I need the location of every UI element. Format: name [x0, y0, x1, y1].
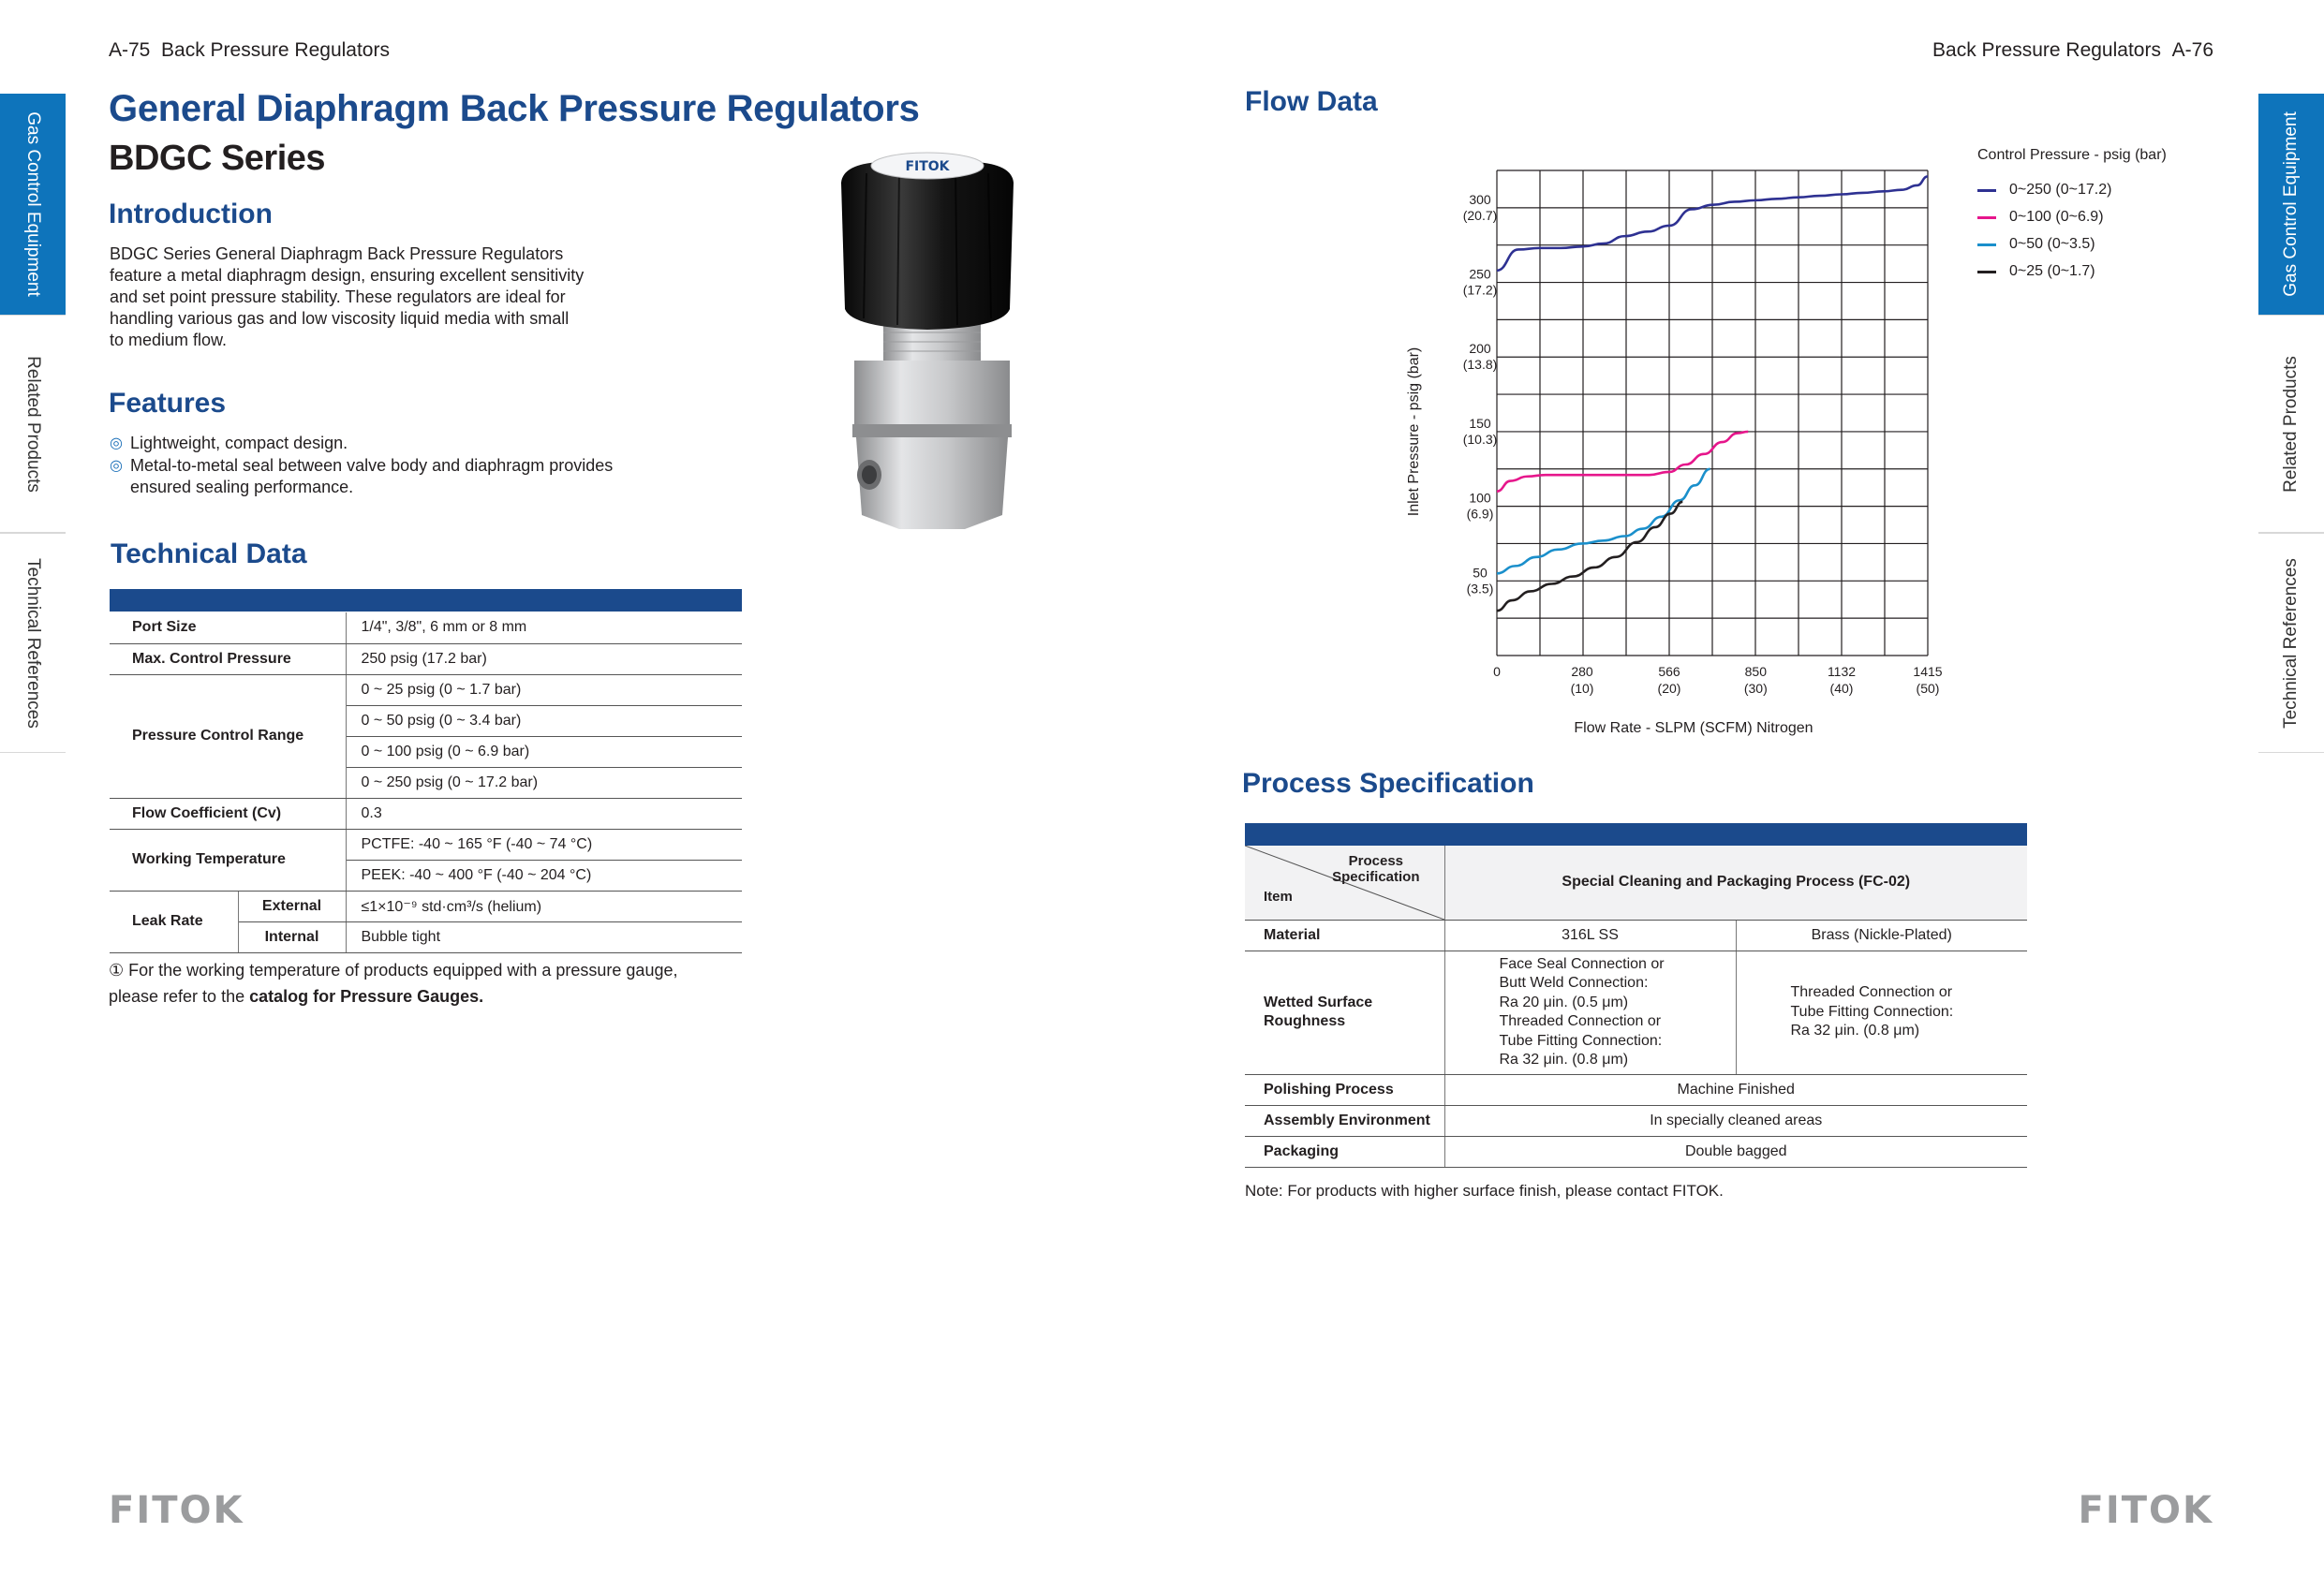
right-page-header	[1932, 39, 2213, 62]
technical-data-table	[110, 612, 742, 953]
row-value: 316L SS	[1444, 920, 1736, 951]
row-value: In specially cleaned areas	[1444, 1105, 2027, 1136]
table-row	[110, 643, 742, 674]
side-tab-label: Technical References	[2281, 557, 2301, 729]
left-header-title: Back Pressure Regulators	[161, 39, 390, 61]
table-row	[110, 674, 742, 705]
legend-label: 0~100 (0~6.9)	[2009, 209, 2104, 225]
y-tick-sublabel: (10.3)	[1462, 431, 1498, 447]
series-line-2	[1497, 432, 1748, 492]
x-tick-label: 850	[1744, 664, 1768, 679]
page-title: General Diaphragm Back Pressure Regulators	[109, 88, 920, 129]
x-tick-sublabel: (20)	[1657, 681, 1681, 696]
process-specification-heading: Process Specification	[1242, 768, 1534, 799]
legend-title: Control Pressure - psig (bar)	[1977, 147, 2167, 163]
flow-data-heading: Flow Data	[1245, 86, 1378, 117]
note-line: ① For the working temperature of products equipped with a pressure gauge,	[109, 961, 678, 980]
row-value: PCTFE: -40 ~ 165 °F (-40 ~ 74 °C)	[346, 829, 742, 860]
y-tick-sublabel: (3.5)	[1466, 581, 1494, 597]
sub-label: External	[238, 891, 346, 921]
row-label: Packaging	[1245, 1136, 1444, 1167]
value-line: Tube Fitting Connection:	[1499, 1032, 1663, 1049]
features-heading: Features	[109, 388, 227, 419]
pressure-gauges-catalog-link[interactable]: catalog for Pressure Gauges.	[249, 987, 484, 1006]
y-tick-label: 150	[1469, 415, 1491, 431]
row-label	[1245, 951, 1444, 1074]
side-tab-label: Gas Control Equipment	[2281, 111, 2301, 297]
x-axis-label: Flow Rate - SLPM (SCFM) Nitrogen	[1574, 720, 1813, 736]
flow-data-chart	[1396, 159, 1995, 749]
introduction-heading: Introduction	[109, 199, 273, 229]
legend-label: 0~25 (0~1.7)	[2009, 263, 2095, 279]
left-page-header	[109, 39, 390, 62]
side-tab-gas-control-right[interactable]	[2258, 94, 2324, 315]
value-line: Threaded Connection or	[1790, 984, 1953, 1001]
intro-line: to medium flow.	[110, 331, 228, 349]
row-label: Port Size	[110, 612, 346, 643]
row-value	[1444, 951, 1736, 1074]
value-line: Ra 20 μin. (0.5 μm)	[1499, 994, 1629, 1010]
series-title: BDGC Series	[109, 139, 326, 178]
y-tick-label: 100	[1469, 490, 1491, 506]
row-value: Brass (Nickle-Plated)	[1736, 920, 2027, 951]
note-line	[109, 983, 677, 1010]
technical-data-heading: Technical Data	[111, 538, 307, 569]
x-tick-sublabel: (50)	[1916, 681, 1940, 696]
x-tick-label: 1415	[1913, 664, 1943, 679]
value-line: Threaded Connection or	[1499, 1013, 1662, 1029]
table-row	[1245, 1105, 2027, 1136]
table-row	[1245, 1136, 2027, 1167]
x-axis-ticks	[1493, 664, 1943, 696]
table-row	[1245, 846, 2027, 920]
y-tick-sublabel: (20.7)	[1462, 207, 1498, 223]
table-row	[1245, 951, 2027, 1074]
side-tab-related-products-right[interactable]	[2258, 315, 2324, 533]
row-value: Double bagged	[1444, 1136, 2027, 1167]
x-tick-sublabel: (10)	[1570, 681, 1594, 696]
table-row	[1245, 1074, 2027, 1105]
legend-label: 0~50 (0~3.5)	[2009, 236, 2095, 252]
feature-item: ◎ Metal-to-metal seal between valve body and diaphragm provides	[110, 455, 613, 478]
row-value: 1/4", 3/8", 6 mm or 8 mm	[346, 612, 742, 643]
row-value: 0 ~ 50 psig (0 ~ 3.4 bar)	[346, 705, 742, 736]
row-value: 0 ~ 250 psig (0 ~ 17.2 bar)	[346, 767, 742, 798]
side-tab-label: Gas Control Equipment	[23, 111, 43, 297]
row-value: 0 ~ 100 psig (0 ~ 6.9 bar)	[346, 736, 742, 767]
row-value: ≤1×10⁻⁹ std·cm³/s (helium)	[346, 891, 742, 921]
table-row	[110, 798, 742, 829]
row-value: 0 ~ 25 psig (0 ~ 1.7 bar)	[346, 674, 742, 705]
side-tab-label: Related Products	[23, 355, 43, 493]
value-line: Butt Weld Connection:	[1499, 975, 1649, 991]
table-row	[110, 612, 742, 643]
right-page-number: A-76	[2171, 39, 2213, 61]
y-tick-label: 200	[1469, 341, 1491, 357]
technical-data-note	[109, 957, 677, 1010]
corner-text: Process	[1348, 853, 1403, 869]
series-line-3	[1497, 469, 1710, 574]
intro-line: feature a metal diaphragm design, ensuring excellent sensitivity	[110, 266, 585, 285]
row-label: Pressure Control Range	[110, 674, 346, 798]
y-tick-label: 250	[1469, 266, 1491, 282]
x-tick-label: 1132	[1827, 664, 1857, 679]
chart-grid	[1497, 170, 1928, 656]
row-label-line: Roughness	[1264, 1013, 1346, 1029]
feature-item-continued: ensured sealing performance.	[130, 478, 354, 496]
y-axis-label: Inlet Pressure - psig (bar)	[1406, 346, 1422, 517]
corner-cell	[1245, 846, 1444, 920]
value-line: Face Seal Connection or	[1499, 955, 1665, 972]
legend-label: 0~250 (0~17.2)	[2009, 182, 2112, 198]
intro-line: BDGC Series General Diaphragm Back Pressure Regulators	[110, 244, 564, 263]
row-value	[1736, 951, 2027, 1074]
row-label: Max. Control Pressure	[110, 643, 346, 674]
y-tick-sublabel: (13.8)	[1462, 357, 1498, 373]
value-line: Ra 32 μin. (0.8 μm)	[1499, 1052, 1629, 1068]
row-value: Machine Finished	[1444, 1074, 2027, 1105]
side-tab-technical-references-right[interactable]	[2258, 533, 2324, 753]
introduction-text	[110, 243, 584, 351]
process-table-header-bar	[1245, 823, 2027, 846]
y-axis-ticks	[1463, 192, 1498, 596]
intro-line: and set point pressure stability. These regulators are ideal for	[110, 287, 566, 306]
row-value: PEEK: -40 ~ 400 °F (-40 ~ 204 °C)	[346, 860, 742, 891]
fitok-logo-left: FITOK	[109, 1489, 244, 1532]
side-tab-gas-control-left[interactable]	[0, 94, 66, 315]
row-label: Assembly Environment	[1245, 1105, 1444, 1136]
value-line: Tube Fitting Connection:	[1790, 1003, 1954, 1020]
x-tick-sublabel: (30)	[1743, 681, 1768, 696]
row-label: Working Temperature	[110, 829, 346, 891]
side-tab-label: Technical References	[23, 557, 43, 729]
value-line: Ra 32 μin. (0.8 μm)	[1790, 1023, 1920, 1039]
row-label: Material	[1245, 920, 1444, 951]
process-column-header: Special Cleaning and Packaging Process (FC-02)	[1444, 846, 2027, 920]
legend-item	[1977, 209, 2104, 226]
legend-swatch	[1977, 189, 1996, 192]
legend-item	[1977, 236, 2095, 253]
sub-label: Internal	[238, 921, 346, 952]
side-tab-related-products-left[interactable]	[0, 315, 66, 533]
right-header-title: Back Pressure Regulators	[1932, 39, 2161, 61]
legend-item	[1977, 263, 2095, 280]
legend-swatch	[1977, 216, 1996, 219]
product-brand-label: FITOK	[905, 159, 950, 174]
legend-item	[1977, 182, 2111, 199]
corner-item-label: Item	[1264, 888, 1293, 905]
technical-table-header-bar	[110, 589, 742, 612]
intro-line: handling various gas and low viscosity liquid media with small	[110, 309, 570, 328]
y-tick-sublabel: (6.9)	[1466, 506, 1494, 522]
corner-text: Specification	[1332, 869, 1420, 885]
process-specification-table	[1245, 846, 2027, 1168]
feature-item: ◎ Lightweight, compact design.	[110, 433, 613, 455]
row-value: 250 psig (17.2 bar)	[346, 643, 742, 674]
table-row	[110, 891, 742, 921]
legend-swatch	[1977, 243, 1996, 246]
y-tick-label: 50	[1473, 565, 1488, 581]
regulator-product-image	[824, 145, 1030, 538]
corner-process-label	[1332, 853, 1419, 885]
x-tick-label: 566	[1658, 664, 1680, 679]
row-value: 0.3	[346, 798, 742, 829]
row-label: Polishing Process	[1245, 1074, 1444, 1105]
left-page-number: A-75	[109, 39, 151, 61]
side-tab-technical-references-left[interactable]	[0, 533, 66, 753]
y-tick-sublabel: (17.2)	[1462, 282, 1498, 298]
x-tick-sublabel: (40)	[1829, 681, 1854, 696]
side-tab-label: Related Products	[2281, 355, 2301, 493]
legend-swatch	[1977, 271, 1996, 273]
x-tick-label: 280	[1571, 664, 1593, 679]
y-tick-label: 300	[1469, 191, 1491, 207]
row-label: Leak Rate	[110, 891, 238, 952]
fitok-logo-right: FITOK	[2078, 1489, 2213, 1532]
table-row	[110, 829, 742, 860]
row-label: Flow Coefficient (Cv)	[110, 798, 346, 829]
note-text: please refer to the	[109, 987, 250, 1006]
row-label-line: Wetted Surface	[1264, 995, 1373, 1010]
x-tick-label: 0	[1493, 664, 1501, 679]
features-list	[110, 433, 613, 477]
row-value: Bubble tight	[346, 921, 742, 952]
process-note: Note: For products with higher surface finish, please contact FITOK.	[1245, 1182, 1724, 1200]
table-row	[1245, 920, 2027, 951]
